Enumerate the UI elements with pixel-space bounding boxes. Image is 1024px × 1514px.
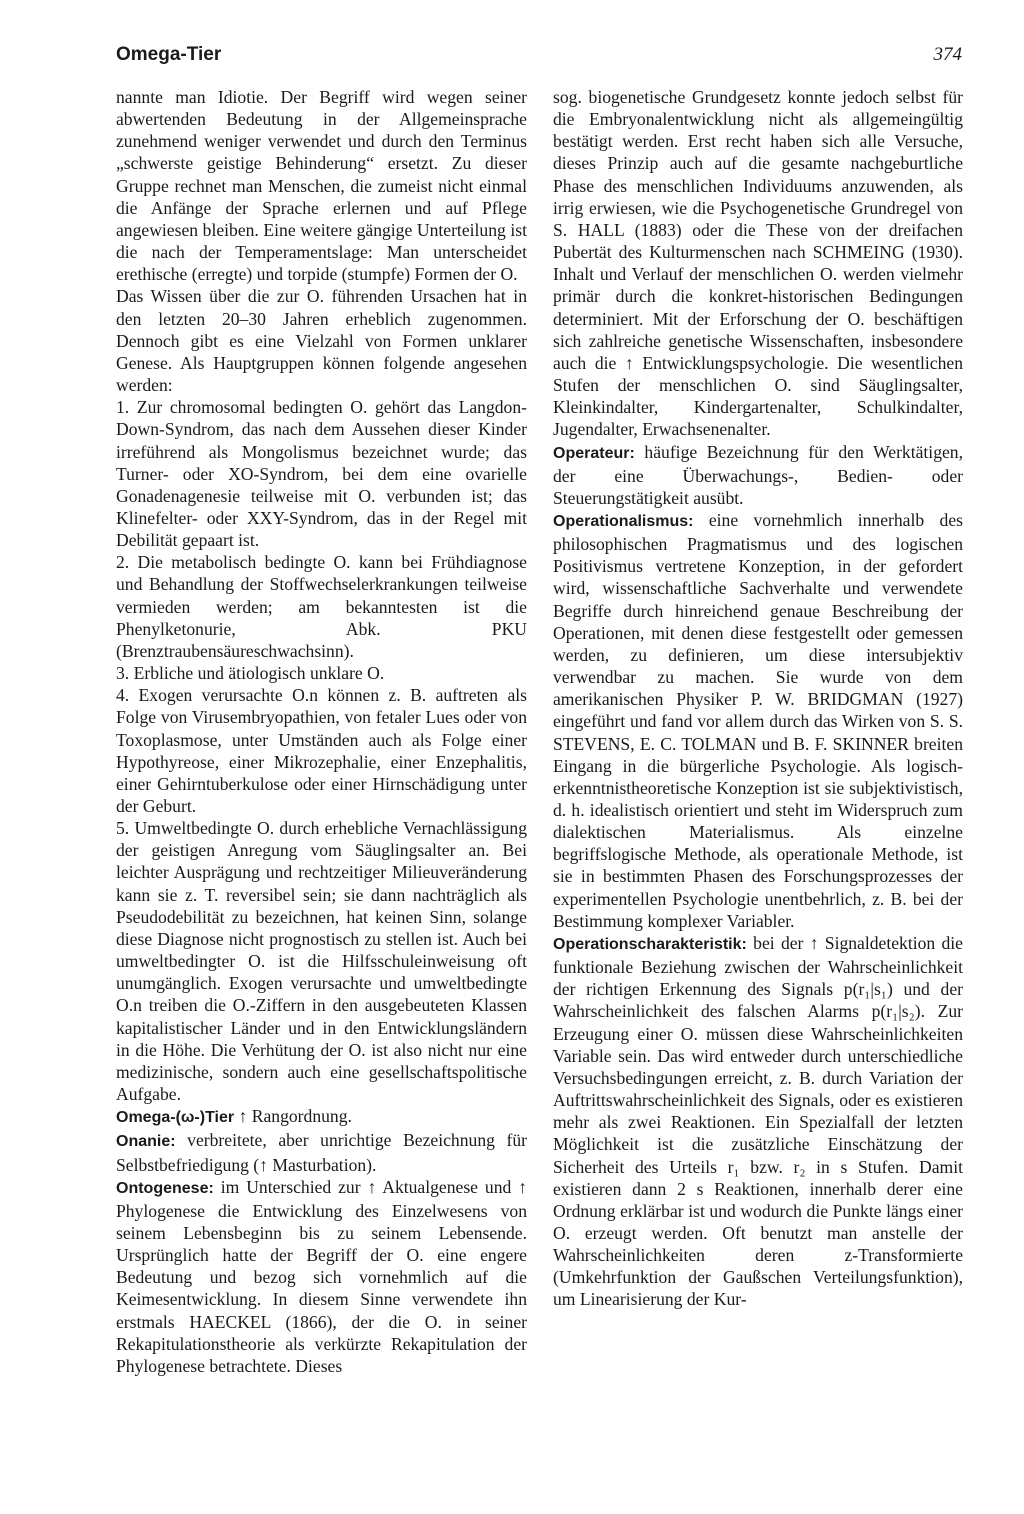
left-column — [116, 86, 527, 1377]
entry-omega-tier — [116, 1105, 527, 1129]
entry-operateur — [553, 441, 963, 509]
list-item-umweltbedingt: 5. Umweltbedingte O. durch erhebliche Vernachlässigung der geistigen Anregung vom Säuglingsalter an. Bei leichter Ausprägung und rechtzeitiger Milieuveränderung kann sie z. T. reversibel sein; sie dann nachträglich als Pseudodebilität zu bezeichnen, hat keinen Sinn, solange diese Diagnose nicht prognostisch zu stellen ist. Auch bei umweltbedingter O. ist die Hilfsschuleinweisung oft unumgänglich. Exogen verursachte und umweltbedingte O.n treiben die O.-Ziffern in den ausgebeuteten Klassen kapitalistischer Länder und in den Entwicklungsländern in die Höhe. Die Verhütung der O. ist also nicht nur eine medizinische, sondern auch eine gesellschaftspolitische Aufgabe. — [116, 818, 527, 1105]
running-head: Omega-Tier — [116, 44, 222, 65]
entry-text: eine vornehmlich innerhalb des philosophischen Pragmatismus und des logischen Positivismus vertretene Konzeption, in der gefordert wird, wissenschaftliche Sachverhalte und verwendete Begriffe durch hinreichend genaue Beschreibung der Operationen, mit denen diese festgestellt oder gemessen werden, zu definieren, um diese intersubjektiv verwendbar zu machen. Sie wurde von dem amerikanischen Physiker P. W. BRIDGMAN (1927) eingeführt und fand vor allem durch das Wirken von S. S. STEVENS, E. C. TOLMAN und B. F. SKINNER breiten Eingang in die bürgerliche Psychologie. Als logisch-erkenntnistheoretische Konzeption ist sie subjektivistisch, d. h. idealistisch orientiert und steht im Widerspruch zum dialektischen Materialismus. Als einzelne begriffslogische Methode, als operationale Methode, ist sie in bestimmten Phasen des Forschungsprozesses der experimentellen Psychologie unentbehrlich, z. B. bei der Bestimmung komplexer Variabler. — [553, 509, 963, 931]
entry-text: verbreitete, aber unrichtige Bezeichnung für Selbstbefriedigung (↑ Masturbation). — [116, 1130, 527, 1175]
list-item-exogen: 4. Exogen verursachte O.n können z. B. auftreten als Folge von Virusembryopathien, von fetaler Lues oder von Toxoplasmose, unter Umständen auch als Folge einer Hypothyreose, einer Mikrozephalie, einer Enzephalitis, einer Gehirntuberkulose oder einer Hirnschädigung unter der Geburt. — [116, 685, 527, 816]
paragraph-ontogenese-continued: sog. biogenetische Grundgesetz konnte jedoch selbst für die Embryonalentwicklung nicht als allgemeingültig bestätigt werden. Erst recht haben sich alle Versuche, dieses Prinzip auch auf die gesamte nachgeburtliche Phase des menschlichen Individuums anzuwenden, als irrig erwiesen, wie die Psychogenetische Grundregel von S. HALL (1883) oder die These von der dreifachen Pubertät des Kulturmenschen nach SCHMEING (1930). Inhalt und Verlauf der menschlichen O. werden vielmehr primär durch die konkret-historischen Bedingungen determiniert. Mit der Erforschung der O. beschäftigen sich zahlreiche genetische Wissenschaften, insbesondere auch die ↑ Entwicklungspsychologie. Die wesentlichen Stufen der menschlichen O. sind Säuglingsalter, Kleinkindalter, Kindergartenalter, Schulkindalter, Jugendalter, Erwachsenenalter. — [553, 87, 963, 440]
entry-operationalismus — [553, 509, 963, 932]
entry-term: Operationscharakteristik: — [553, 935, 747, 953]
entry-term: Operationalismus: — [553, 512, 694, 530]
entry-term: Operateur: — [553, 444, 635, 462]
right-column — [553, 86, 963, 1311]
entry-term: Ontogenese: — [116, 1179, 214, 1197]
entry-text: bei der ↑ Signaldetektion die funktionale Beziehung zwischen der Wahrscheinlichkeit der richtigen Erkennung des Signals p(r₁|s₁) und der Wahrscheinlichkeit des falschen Alarms p(r₁|s₂). Zur Erzeugung einer O. müssen diese Wahrscheinlichkeiten Variable sein. Das wird entweder durch unterschiedliche Versuchsbedingungen erreicht, z. B. durch Variation der Auftrittswahrscheinlichkeit des Signals, oder es existieren mehr als zwei Reaktionen. Ein Spezialfall der letzten Möglichkeit ist die zusätzliche Einschätzung der Sicherheit des Urteils r₁ bzw. r₂ in s Stufen. Damit existieren dann 2 s Reaktionen, innerhalb derer eine Ordnung erklärbar ist und wodurch die Punkte längs einer O. erzeugt werden. Oft benutzt man anstelle der Wahrscheinlichkeiten deren z-Transformierte (Umkehrfunktion der Gaußschen Verteilungsfunktion), um Linearisierung der Kur- — [553, 932, 963, 1310]
entry-text: häufige Bezeichnung für den Werktätigen, der eine Überwachungs-, Bedien- oder Steuerungstätigkeit ausübt. — [553, 441, 963, 508]
entry-onanie — [116, 1129, 527, 1175]
list-item-erblich: 3. Erbliche und ätiologisch unklare O. — [116, 663, 385, 684]
entry-ontogenese — [116, 1176, 527, 1377]
entry-text: ↑ Rangordnung. — [238, 1106, 352, 1127]
page-header — [116, 44, 962, 72]
page-number: 374 — [933, 44, 962, 65]
paragraph-ursachen: Das Wissen über die zur O. führenden Ursachen hat in den letzten 20–30 Jahren erheblich zugenommen. Dennoch gibt es eine Vielzahl von Formen unklarer Genese. Als Hauptgruppen können folgende angesehen werden: — [116, 286, 527, 396]
entry-text: im Unterschied zur ↑ Aktualgenese und ↑ Phylogenese die Entwicklung des Einzelwesens von seinem Lebensbeginn bis zu seinem Lebensende. Ursprünglich hatte der Begriff der O. eine engere Bedeutung und bezog sich vornehmlich auf die Keimesentwicklung. In diesem Sinne verwendete ihn erstmals HAECKEL (1866), der die O. in seiner Rekapitulationstheorie als verkürzte Rekapitulation der Phylogenese betrachtete. Dieses — [116, 1176, 527, 1376]
list-item-chromosomal: 1. Zur chromosomal bedingten O. gehört das Langdon-Down-Syndrom, das nach dem Aussehen dieser Kinder irreführend als Mongolismus bezeichnet wurde; das Turner- oder XO-Syndrom, bei dem eine ovarielle Gonadenagenesie teilweise mit O. verbunden ist; das Klinefelter- oder XXY-Syndrom, das in der Regel mit Debilität gepaart ist. — [116, 397, 527, 551]
entry-term: Onanie: — [116, 1133, 176, 1151]
entry-term: Omega-(ω-)Tier — [116, 1109, 235, 1127]
paragraph-idiotie: nannte man Idiotie. Der Begriff wird wegen seiner abwertenden Bedeutung in der Allgemeinsprache zunehmend weniger verwendet und durch den Terminus „schwerste geistige Behinderung“ ersetzt. Zu dieser Gruppe rechnet man Menschen, die zumeist nicht einmal die Anfänge der Sprache erlernen und auf Pflege angewiesen bleiben. Eine weitere gängige Unterteilung ist die nach der Temperamentslage: Man unterscheidet erethische (erregte) und torpide (stumpfe) Formen der O. — [116, 87, 527, 285]
list-item-metabolisch: 2. Die metabolisch bedingte O. kann bei Frühdiagnose und Behandlung der Stoffwechselerkrankungen teilweise vermieden werden; am bekanntesten ist die Phenylketonurie, Abk. PKU (Brenztraubensäureschwachsinn). — [116, 552, 527, 661]
entry-operationscharakteristik — [553, 932, 963, 1311]
